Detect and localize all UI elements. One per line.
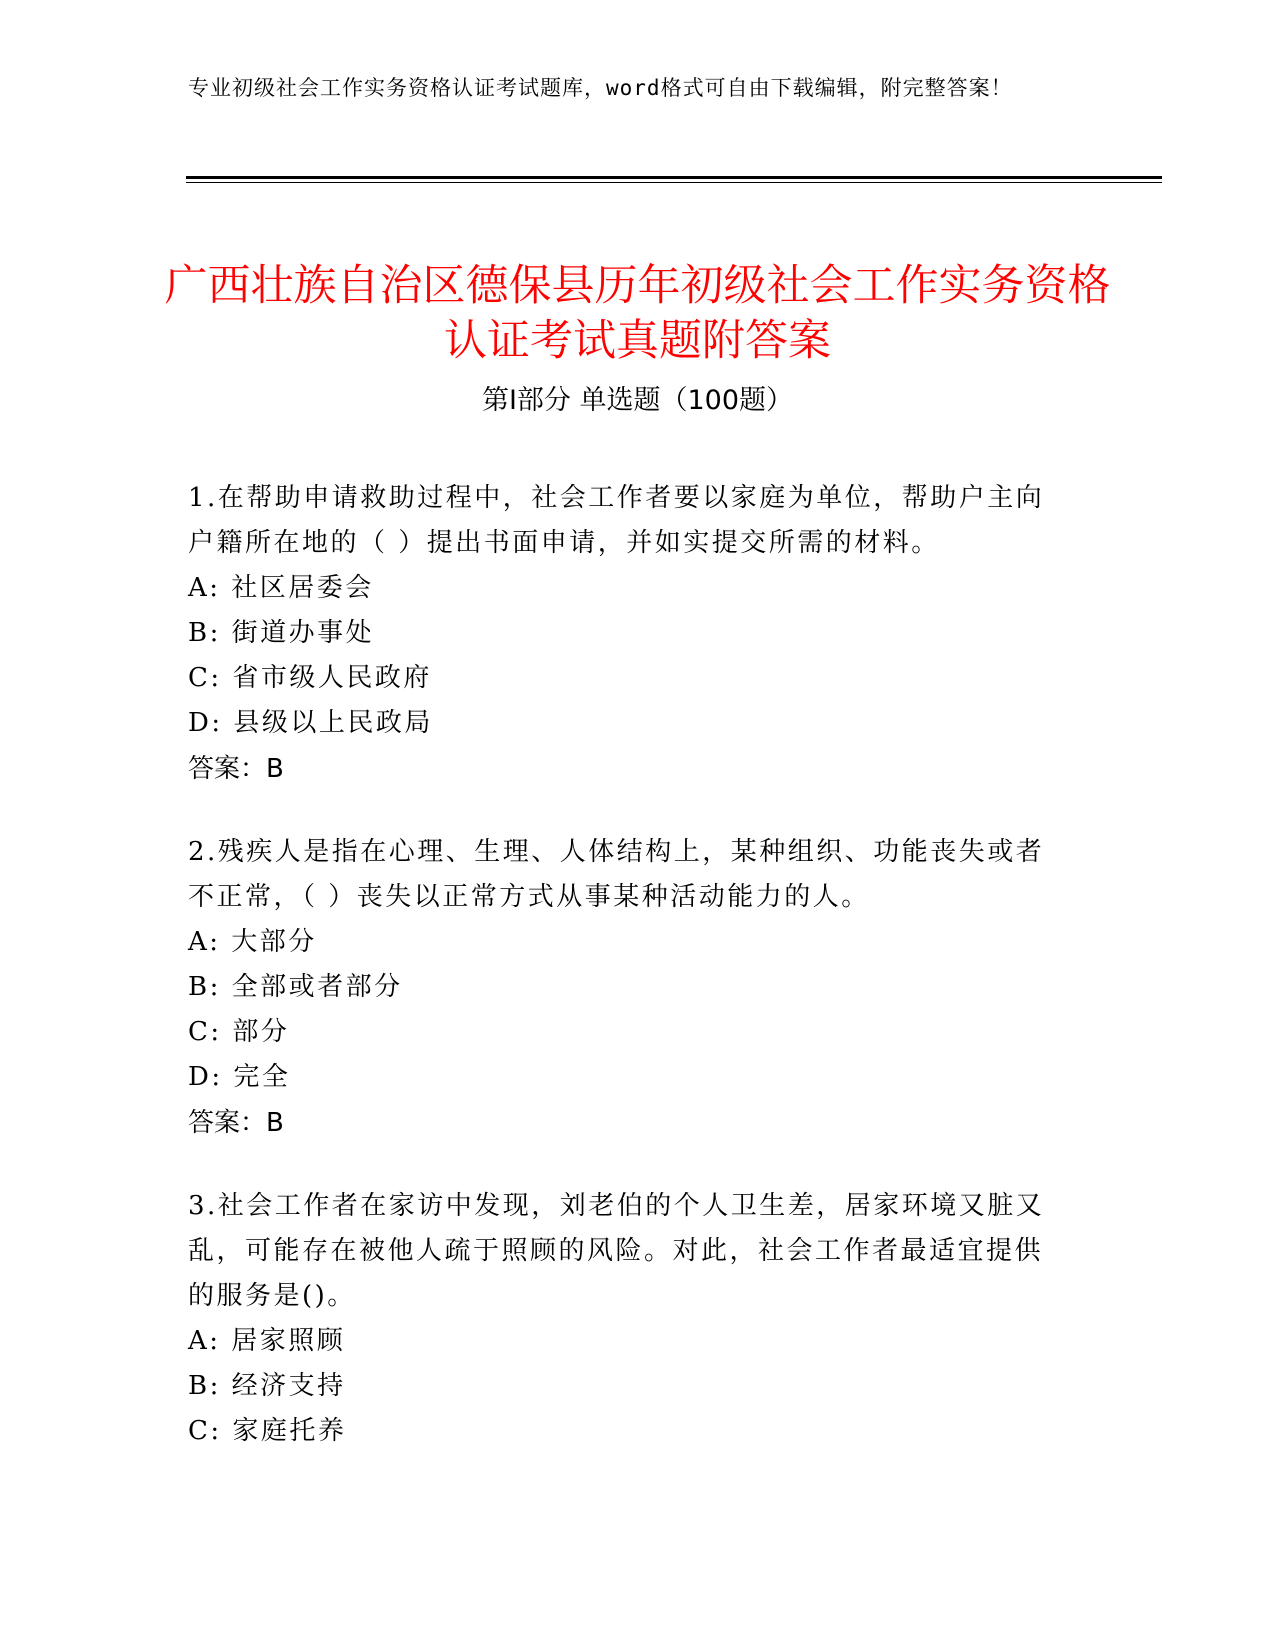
question-text: 3.社会工作者在家访中发现，刘老伯的个人卫生差，居家环境又脏又乱，可能存在被他人疏于照顾的风险。对此，社会工作者最适宜提供的服务是()。 xyxy=(188,1191,1045,1311)
option-a: A: 大部分 xyxy=(188,927,317,957)
option-d: D: 县级以上民政局 xyxy=(188,708,433,738)
question-text: 1.在帮助申请救助过程中，社会工作者要以家庭为单位，帮助户主向户籍所在地的（ ）提出书面申请，并如实提交所需的材料。 xyxy=(188,483,1045,558)
question-list xyxy=(188,476,1068,1492)
header-rule-thin xyxy=(186,182,1162,183)
answer: 答案：B xyxy=(188,1108,284,1138)
option-b: B: 经济支持 xyxy=(188,1371,346,1401)
header-note: 专业初级社会工作实务资格认证考试题库，word格式可自由下载编辑，附完整答案！ xyxy=(188,76,1013,100)
option-a: A: 居家照顾 xyxy=(188,1326,346,1356)
section-heading: 第Ⅰ部分 单选题（100题） xyxy=(481,385,794,416)
question-2 xyxy=(188,830,1068,1146)
option-c: C: 部分 xyxy=(188,1017,290,1047)
option-c: C: 省市级人民政府 xyxy=(188,663,432,693)
answer: 答案：B xyxy=(188,754,284,784)
option-a: A: 社区居委会 xyxy=(188,573,374,603)
question-3 xyxy=(188,1184,1068,1454)
document-title: 广西壮族自治区德保县历年初级社会工作实务资格认证考试真题附答案 xyxy=(164,260,1111,366)
header-rule-thick xyxy=(186,176,1162,179)
option-d: D: 完全 xyxy=(188,1062,291,1092)
option-b: B: 全部或者部分 xyxy=(188,972,403,1002)
option-b: B: 街道办事处 xyxy=(188,618,375,648)
question-1 xyxy=(188,476,1068,792)
question-text: 2.残疾人是指在心理、生理、人体结构上，某种组织、功能丧失或者不正常，（ ）丧失以正常方式从事某种活动能力的人。 xyxy=(188,837,1045,912)
option-c: C: 家庭托养 xyxy=(188,1416,347,1446)
